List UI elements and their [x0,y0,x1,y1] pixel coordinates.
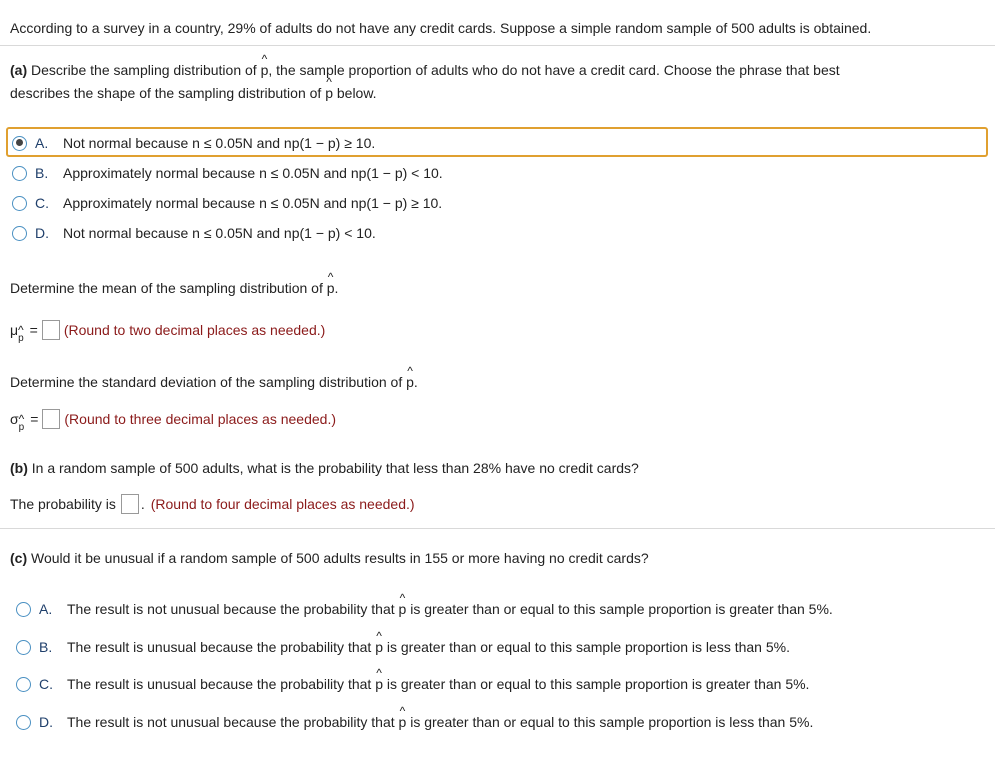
option-letter: D. [35,225,49,241]
unusual-option-d[interactable] [16,709,813,735]
sd-prompt [10,374,418,390]
part-a-text-2: , the sample proportion of adults who do not have a credit card. Choose the phrase that best [268,62,840,78]
shape-option-a[interactable] [12,130,375,156]
period: . [334,280,339,296]
part-a-text-3: describes the shape of the sampling distribution of [10,85,322,101]
p-hat-symbol: ^ p [399,601,407,617]
sd-answer-row [10,409,336,433]
sd-prompt-text: Determine the standard deviation of the sampling distribution of [10,374,403,390]
period: . [413,374,418,390]
option-text-2: is greater than or equal to this sample proportion is less than 5%. [386,639,790,655]
part-a-text-4: below. [336,85,377,101]
divider [0,45,995,46]
option-letter: A. [39,601,53,617]
unusual-option-b[interactable] [16,634,790,660]
radio-button[interactable] [12,196,27,211]
part-a-prompt-line2 [10,85,377,101]
part-b-text: In a random sample of 500 adults, what is the probability that less than 28% have no credit cards? [31,460,639,476]
probability-hint: (Round to four decimal places as needed.) [150,496,415,512]
p-hat-symbol: ^ p [399,714,407,730]
option-text-1: The result is unusual because the probability that [67,639,372,655]
sd-answer-input[interactable] [42,409,60,429]
radio-button[interactable] [16,602,31,617]
mu-letter: μ [10,322,19,338]
mean-answer-row [10,320,326,344]
option-text: Approximately normal because n ≤ 0.05N and np(1 − p) < 10. [63,165,443,181]
option-text-1: The result is not unusual because the probability that [67,714,395,730]
part-c-label: (c) [10,550,28,566]
option-text: Not normal because n ≤ 0.05N and np(1 − p) < 10. [63,225,376,241]
probability-prefix: The probability is [10,496,116,512]
equals-sign: = [29,322,38,338]
option-text: Approximately normal because n ≤ 0.05N and np(1 − p) ≥ 10. [63,195,443,211]
p-hat-symbol: ^ p [325,85,333,101]
part-b-prompt [10,460,639,476]
radio-button[interactable] [12,166,27,181]
option-text-2: is greater than or equal to this sample proportion is less than 5%. [410,714,814,730]
radio-button[interactable] [16,677,31,692]
radio-button[interactable] [12,226,27,241]
option-text [67,601,833,617]
divider [0,528,995,529]
radio-button[interactable] [16,640,31,655]
p-hat-symbol: ^ p [406,374,414,390]
option-text: Not normal because n ≤ 0.05N and np(1 − p) ≥ 10. [63,135,376,151]
radio-button[interactable] [16,715,31,730]
p-hat-symbol: ^ p [261,62,269,78]
equals-sign: = [30,411,39,427]
option-letter: C. [39,676,53,692]
option-text-1: The result is unusual because the probability that [67,676,372,692]
p-hat-symbol: ^ p [375,676,383,692]
radio-button-selected[interactable] [12,136,27,151]
part-a-prompt [10,62,840,78]
option-letter: B. [35,165,49,181]
part-b-label: (b) [10,460,28,476]
option-text-2: is greater than or equal to this sample proportion is greater than 5%. [386,676,810,692]
option-text [67,714,813,730]
option-letter: D. [39,714,53,730]
option-letter: C. [35,195,49,211]
mean-prompt [10,280,338,296]
mean-answer-input[interactable] [42,320,60,340]
probability-answer-input[interactable] [121,494,139,514]
p-hat-subscript: ^ p [18,333,24,344]
option-text-1: The result is not unusual because the probability that [67,601,395,617]
part-a-label: (a) [10,62,28,78]
option-text-2: is greater than or equal to this sample proportion is greater than 5%. [410,601,833,617]
mean-prompt-text: Determine the mean of the sampling distribution of [10,280,323,296]
shape-option-d[interactable] [12,220,376,246]
mean-hint: (Round to two decimal places as needed.) [63,322,326,338]
unusual-option-c[interactable] [16,671,809,697]
shape-option-b[interactable] [12,160,443,186]
option-text [67,639,790,655]
mu-symbol [10,322,24,344]
part-c-text: Would it be unusual if a random sample of 500 adults results in 155 or more having no credit cards? [31,550,649,566]
question-intro: According to a survey in a country, 29% of adults do not have any credit cards. Suppose a simple random sample of 500 adults is obtained. [10,20,872,36]
probability-answer-row [10,494,415,514]
option-text [67,676,809,692]
part-c-prompt [10,550,649,566]
p-hat-symbol: ^ p [375,639,383,655]
p-hat-symbol: ^ p [327,280,335,296]
period: . [140,496,145,512]
sd-hint: (Round to three decimal places as needed.) [64,411,336,427]
option-letter: B. [39,639,53,655]
unusual-option-a[interactable] [16,596,833,622]
sigma-symbol [10,411,25,433]
shape-option-c[interactable] [12,190,442,216]
part-a-text-1: Describe the sampling distribution of [31,62,257,78]
option-letter: A. [35,135,49,151]
p-hat-subscript: ^ p [19,422,25,433]
sigma-letter: σ [10,411,19,427]
